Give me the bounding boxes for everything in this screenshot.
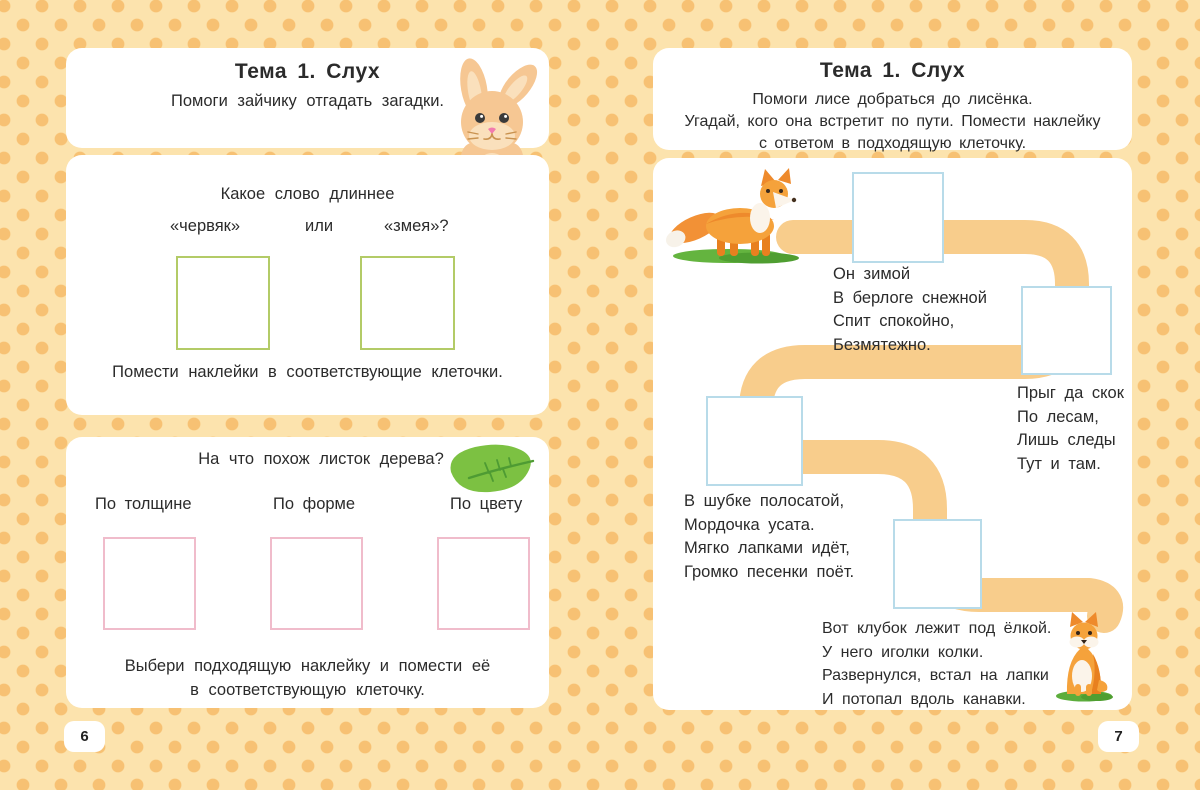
riddle-cat (684, 490, 854, 584)
sticker-slot-riddle-bear[interactable] (852, 172, 944, 263)
riddle-cat-line2: Мордочка усата. (684, 515, 815, 534)
riddle-hare (1017, 382, 1124, 476)
page-number-left-value: 6 (80, 728, 89, 745)
fox-path-card (653, 158, 1132, 710)
word-option-left: «червяк» (170, 217, 241, 235)
word-task-question: Какое слово длиннее (220, 185, 395, 203)
sticker-slot-color[interactable] (437, 537, 530, 630)
riddle-hare-line4: Тут и там. (1017, 454, 1101, 473)
word-conjunction: или (305, 217, 334, 235)
sticker-slot-snake[interactable] (360, 256, 455, 350)
sticker-slot-shape[interactable] (270, 537, 363, 630)
sticker-slot-riddle-hedgehog[interactable] (893, 519, 982, 609)
riddle-hedgehog (822, 617, 1051, 711)
riddle-hedgehog-line2: У него иголки колки. (822, 643, 984, 661)
riddle-hare-line2: По лесам, (1017, 407, 1099, 426)
riddle-bear (833, 263, 987, 357)
riddle-hare-line1: Прыг да скок (1017, 384, 1124, 402)
riddle-cat-line4: Громко песенки поёт. (684, 562, 855, 581)
leaf-icon (443, 440, 538, 498)
criterion-color-label: По цвету (450, 495, 523, 513)
page-number-right (1098, 721, 1139, 752)
sticker-slot-thickness[interactable] (103, 537, 196, 630)
left-page-subtitle: Помоги зайчику отгадать загадки. (171, 92, 444, 110)
fox-illustration (661, 166, 811, 268)
riddle-hare-line3: Лишь следы (1017, 431, 1116, 449)
riddle-bear-line1: Он зимой (833, 265, 911, 283)
riddle-hedgehog-line1: Вот клубок лежит под ёлкой. (822, 620, 1052, 637)
right-header-line1: Помоги лисе добраться до лисёнка. (752, 91, 1033, 108)
page-number-right-value: 7 (1114, 728, 1123, 745)
leaf-task-instruction-line1: Выбери подходящую наклейку и помести её (124, 657, 491, 675)
riddle-hedgehog-line3: Развернулся, встал на лапки (822, 667, 1049, 684)
left-page-title: Тема 1. Слух (234, 60, 381, 83)
right-page-title: Тема 1. Слух (819, 59, 966, 82)
word-task-instruction: Помести наклейки в соответствующие клеточки. (112, 363, 503, 381)
leaf-task-card (66, 437, 549, 708)
sticker-slot-worm[interactable] (176, 256, 270, 350)
leaf-task-instruction-line2: в соответствующую клеточку. (190, 681, 425, 699)
word-length-task-card (66, 155, 549, 415)
right-header-line3: с ответом в подходящую клеточку. (758, 135, 1027, 152)
right-header-card (653, 48, 1132, 150)
riddle-cat-line1: В шубке полосатой, (684, 492, 845, 510)
riddle-bear-line2: В берлоге снежной (833, 288, 987, 307)
riddle-bear-line3: Спит спокойно, (833, 312, 955, 330)
word-option-right: «змея»? (384, 217, 449, 235)
right-header-line2: Угадай, кого она встретит по пути. Помести наклейку (684, 113, 1101, 130)
criterion-shape-label: По форме (273, 495, 356, 513)
riddle-cat-line3: Мягко лапками идёт, (684, 539, 850, 557)
page-number-left (64, 721, 105, 752)
riddle-hedgehog-line4: И потопал вдоль канавки. (822, 690, 1026, 708)
criterion-thickness-label: По толщине (95, 495, 192, 513)
sticker-slot-riddle-hare[interactable] (1021, 286, 1112, 375)
leaf-task-question: На что похож листок дерева? (198, 450, 444, 468)
riddle-bear-line4: Безмятежно. (833, 335, 931, 354)
fox-cub-illustration (1053, 610, 1115, 702)
sticker-slot-riddle-cat[interactable] (706, 396, 803, 486)
